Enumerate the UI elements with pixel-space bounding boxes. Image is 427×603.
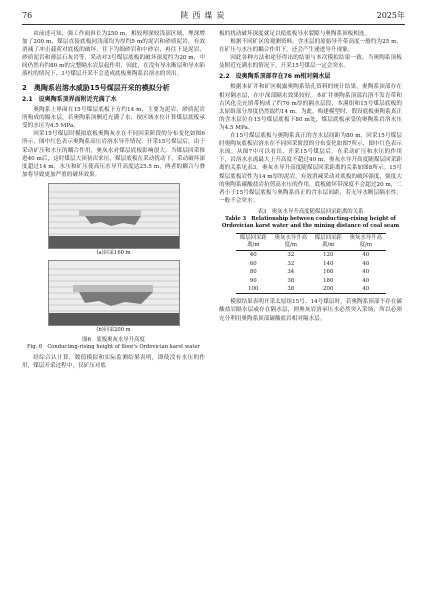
page-number: 76 <box>22 10 33 20</box>
table-row <box>236 285 386 294</box>
table-cell: 80 <box>249 269 257 276</box>
header-rule <box>22 24 405 25</box>
table-cell: 160 <box>323 269 334 276</box>
journal-name: 陕西煤炭 <box>180 10 229 20</box>
paragraph: 经综合认计算、数值模拟和实际监测结果表明，即使没有水压的作用，煤层开采过程中，仅矿压对底 <box>22 355 205 370</box>
figure-label-a: (a)回采160 m <box>96 249 131 256</box>
figure-caption-cn: 图6 底板奥灰水导升高度 <box>82 336 145 343</box>
paragraph: 奥陶系上界面在15号煤层底板下方约14 m，主要为泥岩、砂质泥岩所构成的隔水层，若奥陶系顶侧近充满了水，按区域水位计算煤层底板承受的水压为4.5 MPa。 <box>22 107 205 130</box>
paragraph: 模拟结果表明开采太原组15号、14号煤层时，若奥陶系顶部不存在碳酸盐岩隔水层或存在隔水层，则奥灰岩溶承压水必然突入采场，所以必须充分利用奥陶系顶部碳酸盐岩相对隔水层。 <box>219 299 402 322</box>
table-cell: 32 <box>287 260 295 267</box>
table-cell: 120 <box>323 252 334 259</box>
left-column <box>22 30 205 371</box>
table-row <box>236 277 386 285</box>
table-cell: 40 <box>346 285 385 294</box>
table-cell: 140 <box>323 260 334 267</box>
table-cell: 40 <box>362 269 370 276</box>
paragraph: 在15号煤层底板与奥陶系真正的含水层间距为80 m，回采15号煤层时奥陶灰底板岩溶水在不同回采阶段的分布变化如图7所示，图中红色表示水流。从图7中可以看出，开采15号煤层后，在采动矿压和水压的作用下，岩溶水水流最大上升高度不超过40 m，奥灰水导升高度随煤层回采距离的关系见表3。奥灰水导升高度随煤层回采距离的关系如图8所示。15号煤层底板岩性为14 m厚的泥岩，有效消减采动对底板的破坏强度，强度大的奥陶系碳酸盐岩抗剪高水压的作用，底板破坏带深度不会超过20 m，二者小于15号煤层底板与奥陶系真正的含水层间距，若无导水断层隔水性，一般不会突水。 <box>219 133 402 204</box>
subsection-heading: 2.2 设奥陶系顶部存在76 m相对隔水层 <box>219 73 331 81</box>
figure-6 <box>22 183 205 351</box>
paragraph: 回采15号煤层时模拟底板奥陶灰水在不同回采阶段的分布变化如图6所示，图中红色表示奥陶系高压岩溶水导升情况。开采15号煤层后，由于采动矿压和水压的耦合作用，奥灰水对煤层底板影响很大。当煤层回采推进40 m后，这时煤层大顶初次来压，煤层底板在采动扰动下，采动破坏深度超过14 m，水压和矿压使高压水导升高度达25.5 m，两者的耦合与叠加将导致更加严重的破坏效果。 <box>22 131 205 178</box>
table-header-cell: 奥灰水导升高度/m <box>271 234 310 251</box>
table-cell: 60 <box>249 260 257 267</box>
table-title-cn: 表3 奥灰水导升高度随煤层回采距离的关系 <box>257 208 364 215</box>
simulation-image-a <box>49 184 179 248</box>
table-row <box>236 268 386 276</box>
figure-caption-en: Fig. 6 Conducting-rising height of floor's Ordovician karst water <box>26 344 201 351</box>
table-header-cell: 煤层回采距离/m <box>236 234 272 251</box>
simulation-image-b <box>49 261 179 325</box>
table-cell: 38 <box>271 285 310 294</box>
table-row <box>236 251 386 260</box>
table-cell: 38 <box>287 277 295 284</box>
table-cell: 34 <box>287 269 295 276</box>
figure-panel-a <box>48 183 180 249</box>
data-table <box>236 233 386 294</box>
table-cell: 180 <box>323 277 334 284</box>
paragraph: 板的扰动破坏深度就足以使底板导水裂隙与奥陶系顶板相连。 <box>219 31 371 37</box>
table-header-row <box>236 234 386 251</box>
table-cell: 32 <box>287 252 295 259</box>
paragraph: 由前述可知，强工作面斜长为250 m，相较理深较浅部区域，埋深增加了200 m，煤层直接底板同浅部均为厚约5 m的泥岩和砂质泥岩，有效消减了冲击载荷对底板的破坏，往下为细砂岩和中砂岩，再往下是泥岩、砂质泥岩和薄层石灰岩等，采动对3号煤层底板的破坏深度约为20 m，中间仍然有约80 m的完整隔水岩层起作用，因此，在没有导水断层和导水陷落柱的情况下，3号煤层开采不会造成底板奥陶系岩溶水的突出。 <box>22 31 205 78</box>
year: 2025年 <box>376 10 405 20</box>
table-cell: 200 <box>310 285 346 294</box>
table-header-cell: 奥灰水导升高度/m <box>346 234 385 251</box>
table-title-en: Table 3 Relationship between conducting-rising height of Ordovician karst water and the mining distance of coal seam <box>221 216 400 230</box>
table-cell: 40 <box>362 260 370 267</box>
table-cell: 90 <box>249 277 257 284</box>
table-header-cell: 煤层回采距离/m <box>310 234 346 251</box>
paragraph: 根据不同矿区的观测资料，含水层的原始导升带高度一般约为25 m，在矿压与水压的耦合作用下，还会产生递进导升现象。 <box>219 39 402 54</box>
section-heading: 2 奥陶系岩溶水威胁15号煤层开采的模拟分析 <box>22 83 170 92</box>
table-cell: 40 <box>362 277 370 284</box>
paragraph: 因此各种方法和途径得出的结果与本次模拟结果一致，当奥陶系顶板及附近充满水的情况下，开采15号煤层一定会突水。 <box>219 55 402 70</box>
table-cell: 40 <box>249 252 257 259</box>
figure-label-b: (b)回采200 m <box>96 326 131 333</box>
table-cell: 40 <box>362 252 370 259</box>
subsection-heading: 2.1 设奥陶系顶界面附近充满了水 <box>22 96 117 104</box>
right-column <box>219 30 402 323</box>
paragraph: 根据本矿井和矿区揭露奥陶系钻孔资料的统计结果，奥陶系顶部存在相对隔水层，在中深部隔水效果较好。本矿井奥陶系顶部岩溶不发育带和古风化壳充填带构成了约76 m厚的隔水层段，本溪组和15号煤层底板的太原组部分厚度仍然取约14 m。为此，构建模型时，假设底板奥陶系真正的含水层位在15号煤层底板下80 m处，煤层底板承受的奥陶系岩溶水压为4.5 MPa。 <box>219 84 402 131</box>
table-cell: 100 <box>236 285 272 294</box>
page-header <box>22 8 405 22</box>
figure-panel-b <box>48 260 180 326</box>
table-row <box>236 260 386 268</box>
